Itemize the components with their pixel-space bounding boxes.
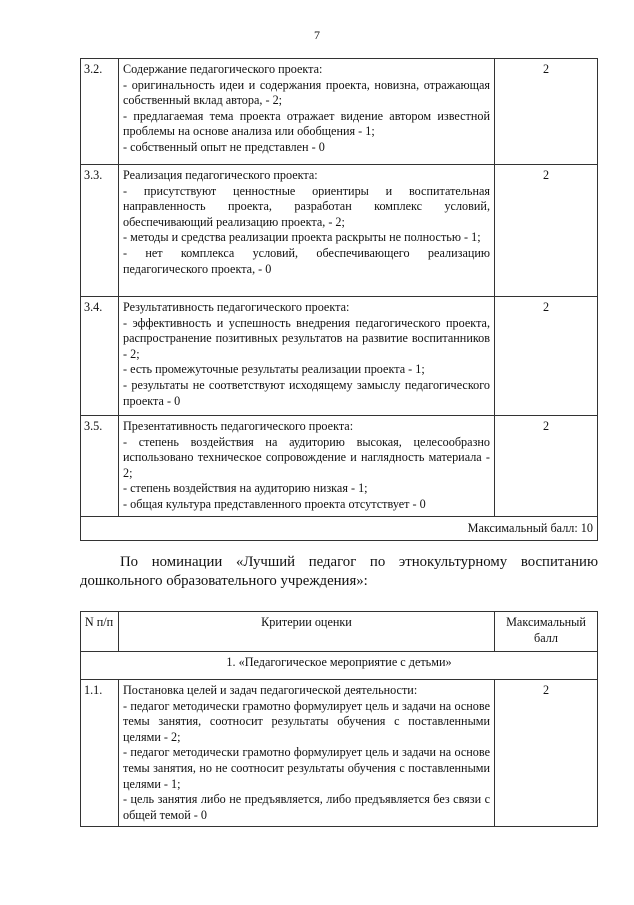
criteria-line: - степень воздействия на аудиторию высокая, целесообразно использовано техническое сопровождение и наглядность материала - 2; xyxy=(123,434,490,480)
score-cell: 2 xyxy=(495,680,598,827)
criteria-line: - степень воздействия на аудиторию низкая - 1; xyxy=(123,481,368,496)
row-number: 3.4. xyxy=(81,297,119,416)
criteria-line: - эффективность и успешность внедрения педагогического проекта, распространение позитивных результатов на развитие воспитанников - 2; xyxy=(123,315,490,361)
criteria-cell xyxy=(119,59,495,165)
criteria-line: - предлагаемая тема проекта отражает видение автором известной проблемы на основе анализа или обобщения - 1; xyxy=(123,108,490,139)
table-row xyxy=(81,297,598,416)
criteria-line: - оригинальность идеи и содержания проекта, новизна, отражающая собственный вклад автора, - 2; xyxy=(123,77,490,108)
criteria-line: - нет комплекса условий, обеспечивающего реализацию педагогического проекта, - 0 xyxy=(123,245,490,276)
criteria-cell xyxy=(119,680,495,827)
table-row xyxy=(81,680,598,827)
header-score: Максимальный балл xyxy=(495,612,598,652)
criteria-table-ethnocultural xyxy=(80,611,598,827)
criteria-line: - цель занятия либо не предъявляется, либо предъявляется без связи с общей темой - 0 xyxy=(123,792,490,822)
criteria-title: Презентативность педагогического проекта: xyxy=(123,419,354,433)
criteria-cell xyxy=(119,416,495,517)
criteria-line: - педагог методически грамотно формулирует цель и задачи на основе темы занятия, но не соотносит результаты обучения с поставленными целями - 1; xyxy=(123,745,490,791)
max-score-label: Максимальный балл: 10 xyxy=(81,516,598,541)
section-title: 1. «Педагогическое мероприятие с детьми» xyxy=(81,652,598,680)
criteria-line: - педагог методически грамотно формулирует цель и задачи на основе темы занятия, соотносит результаты обучения с поставленными целями - 2; xyxy=(123,698,490,744)
row-number: 1.1. xyxy=(81,680,119,827)
row-number: 3.3. xyxy=(81,165,119,297)
score-cell: 2 xyxy=(495,297,598,416)
table-header-row xyxy=(81,612,598,652)
criteria-cell xyxy=(119,297,495,416)
row-number: 3.2. xyxy=(81,59,119,165)
max-score-row xyxy=(81,516,598,541)
score-cell: 2 xyxy=(495,416,598,517)
table-row xyxy=(81,416,598,517)
criteria-line: - есть промежуточные результаты реализации проекта - 1; xyxy=(123,362,425,377)
score-cell: 2 xyxy=(495,165,598,297)
criteria-title: Результативность педагогического проекта: xyxy=(123,300,350,314)
row-number: 3.5. xyxy=(81,416,119,517)
score-cell: 2 xyxy=(495,59,598,165)
criteria-line: - присутствуют ценностные ориентиры и воспитательная направленность проекта, разработан комплекс условий, обеспечивающий реализацию проекта, - 2; xyxy=(123,183,490,229)
criteria-line: - общая культура представленного проекта отсутствует - 0 xyxy=(123,496,426,511)
header-number: N п/п xyxy=(81,612,119,652)
table-row xyxy=(81,165,598,297)
nomination-heading: По номинации «Лучший педагог по этнокультурному воспитанию дошкольного образовательного учреждения»: xyxy=(80,554,598,589)
table-row xyxy=(81,59,598,165)
page-number: 7 xyxy=(314,28,320,42)
criteria-table-projects xyxy=(80,58,598,541)
criteria-line: - методы и средства реализации проекта раскрыты не полностью - 1; xyxy=(123,230,481,245)
criteria-cell xyxy=(119,165,495,297)
section-row xyxy=(81,652,598,680)
header-criteria: Критерии оценки xyxy=(119,612,495,652)
criteria-title: Постановка целей и задач педагогической деятельности: xyxy=(123,683,418,697)
criteria-line: - результаты не соответствуют исходящему замыслу педагогического проекта - 0 xyxy=(123,377,490,408)
criteria-line: - собственный опыт не представлен - 0 xyxy=(123,139,325,154)
criteria-title: Содержание педагогического проекта: xyxy=(123,62,323,76)
criteria-title: Реализация педагогического проекта: xyxy=(123,168,318,182)
